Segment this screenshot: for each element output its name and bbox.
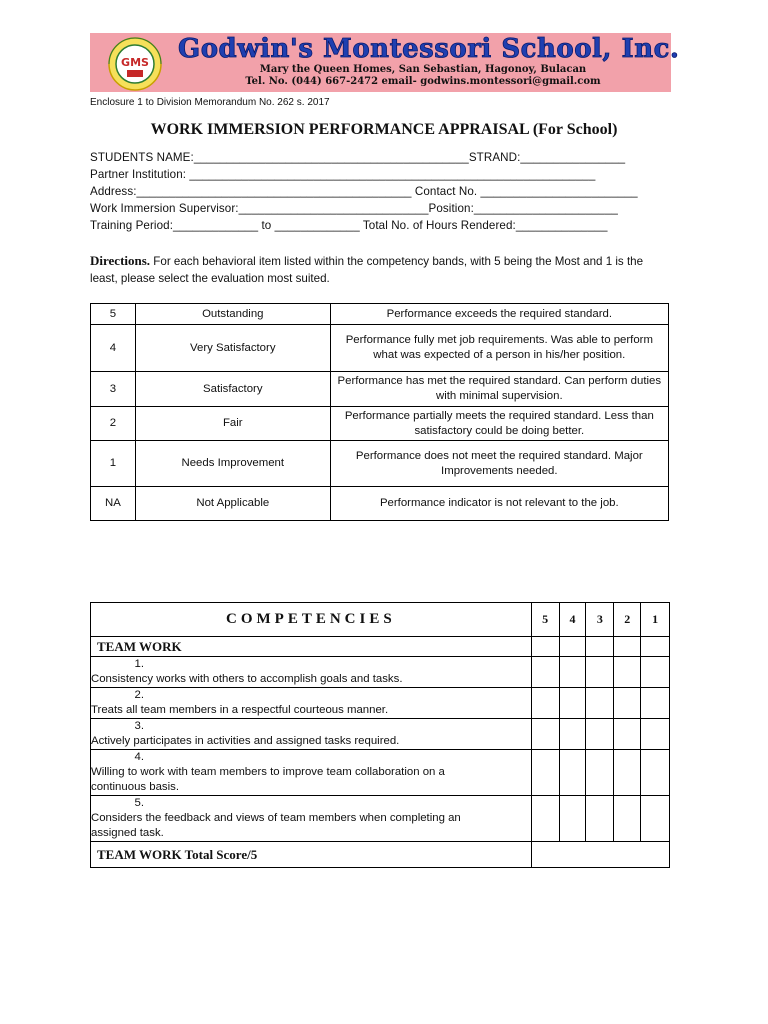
competencies-header: COMPETENCIES — [91, 603, 532, 637]
score-cell[interactable] — [614, 796, 641, 842]
score-cell[interactable] — [614, 637, 641, 657]
directions — [90, 252, 670, 287]
score-cell[interactable] — [531, 688, 559, 719]
students-name-field[interactable]: STUDENTS NAME:__________________________________________STRAND:________________ — [90, 151, 626, 164]
competencies-table — [90, 602, 670, 868]
scale-rating: Outstanding — [135, 304, 330, 325]
table-row — [91, 304, 669, 325]
supervisor-field[interactable]: Work Immersion Supervisor:_____________________________Position:______________________ — [90, 202, 618, 215]
score-cell[interactable] — [641, 796, 670, 842]
scale-description: Performance indicator is not relevant to the job. — [330, 487, 668, 521]
school-name: Godwin's Montessori School, Inc. — [178, 34, 680, 64]
table-row — [91, 441, 669, 487]
rating-scale-table — [90, 303, 669, 521]
score-cell[interactable] — [586, 688, 614, 719]
item-text: Willing to work with team members to improve team collaboration on a continuous basis. — [91, 766, 445, 793]
partner-institution-field[interactable]: Partner Institution: ______________________________________________________________ — [90, 168, 596, 181]
scale-description: Performance fully met job requirements. Was able to perform what was expected of a person in his/her position. — [330, 325, 668, 372]
school-address: Mary the Queen Homes, San Sebastian, Hagonoy, Bulacan — [259, 64, 587, 75]
item-text: Considers the feedback and views of team members when completing an assigned task. — [91, 812, 461, 839]
scale-score: 3 — [91, 372, 136, 407]
competency-item — [91, 750, 532, 796]
competency-item — [91, 657, 532, 688]
table-row — [91, 688, 670, 719]
table-row — [91, 750, 670, 796]
score-cell[interactable] — [559, 688, 586, 719]
score-cell[interactable] — [614, 657, 641, 688]
score-column-header: 1 — [641, 603, 670, 637]
competency-item — [91, 796, 532, 842]
scale-description: Performance has met the required standard. Can perform duties with minimal supervision. — [330, 372, 668, 407]
item-number: 5. — [134, 797, 144, 809]
directions-text: For each behavioral item listed within the competency bands, with 5 being the Most and 1 is the least, please select the evaluation most suited. — [90, 255, 644, 285]
score-cell[interactable] — [586, 796, 614, 842]
table-row — [91, 372, 669, 407]
item-text: Treats all team members in a respectful courteous manner. — [91, 704, 389, 716]
item-text: Consistency works with others to accomplish goals and tasks. — [91, 673, 403, 685]
competency-item — [91, 688, 532, 719]
table-row — [91, 657, 670, 688]
score-cell[interactable] — [641, 637, 670, 657]
score-cell[interactable] — [531, 637, 559, 657]
scale-rating: Needs Improvement — [135, 441, 330, 487]
score-cell[interactable] — [614, 719, 641, 750]
score-column-header: 2 — [614, 603, 641, 637]
scale-score: 2 — [91, 407, 136, 441]
score-cell[interactable] — [559, 719, 586, 750]
scale-score: NA — [91, 487, 136, 521]
score-column-header: 4 — [559, 603, 586, 637]
item-text: Actively participates in activities and assigned tasks required. — [91, 735, 400, 747]
score-cell[interactable] — [641, 750, 670, 796]
scale-score: 4 — [91, 325, 136, 372]
score-column-header: 5 — [531, 603, 559, 637]
address-field[interactable]: Address:__________________________________________ Contact No. ________________________ — [90, 185, 638, 198]
score-cell[interactable] — [559, 637, 586, 657]
table-row — [91, 325, 669, 372]
score-cell[interactable] — [559, 796, 586, 842]
table-row — [91, 796, 670, 842]
score-cell[interactable] — [559, 657, 586, 688]
score-cell[interactable] — [531, 657, 559, 688]
score-cell[interactable] — [641, 657, 670, 688]
scale-score: 5 — [91, 304, 136, 325]
table-row — [91, 487, 669, 521]
scale-rating: Satisfactory — [135, 372, 330, 407]
score-cell[interactable] — [641, 719, 670, 750]
training-period-field[interactable]: Training Period:_____________ to _____________ Total No. of Hours Rendered:______________ — [90, 219, 608, 232]
score-cell[interactable] — [586, 750, 614, 796]
score-cell[interactable] — [586, 637, 614, 657]
table-row — [91, 637, 670, 657]
score-column-header: 3 — [586, 603, 614, 637]
section-title: TEAM WORK — [91, 637, 532, 657]
scale-description: Performance exceeds the required standard. — [330, 304, 668, 325]
scale-rating: Not Applicable — [135, 487, 330, 521]
directions-label: Directions. — [90, 253, 151, 268]
score-cell[interactable] — [531, 796, 559, 842]
competency-item — [91, 719, 532, 750]
score-cell[interactable] — [586, 719, 614, 750]
table-row — [91, 407, 669, 441]
table-header-row — [91, 603, 670, 637]
score-cell[interactable] — [614, 750, 641, 796]
total-score-cell[interactable] — [531, 842, 669, 868]
item-number: 3. — [134, 720, 144, 732]
item-number: 2. — [134, 689, 144, 701]
item-number: 1. — [134, 658, 144, 670]
scale-score: 1 — [91, 441, 136, 487]
total-score-label: TEAM WORK Total Score/5 — [91, 842, 532, 868]
scale-description: Performance does not meet the required standard. Major Improvements needed. — [330, 441, 668, 487]
table-row — [91, 842, 670, 868]
school-contact: Tel. No. (044) 667-2472 email- godwins.montessori@gmail.com — [245, 76, 601, 87]
score-cell[interactable] — [586, 657, 614, 688]
scale-rating: Very Satisfactory — [135, 325, 330, 372]
scale-description: Performance partially meets the required standard. Less than satisfactory could be doing better. — [330, 407, 668, 441]
document-title: WORK IMMERSION PERFORMANCE APPRAISAL (For School) — [150, 121, 618, 138]
item-number: 4. — [134, 751, 144, 763]
table-row — [91, 719, 670, 750]
score-cell[interactable] — [531, 750, 559, 796]
score-cell[interactable] — [559, 750, 586, 796]
score-cell[interactable] — [641, 688, 670, 719]
score-cell[interactable] — [531, 719, 559, 750]
score-cell[interactable] — [614, 688, 641, 719]
school-logo — [93, 36, 177, 92]
logo-initials: GMS — [121, 56, 149, 69]
scale-rating: Fair — [135, 407, 330, 441]
enclosure-note: Enclosure 1 to Division Memorandum No. 262 s. 2017 — [90, 97, 330, 108]
